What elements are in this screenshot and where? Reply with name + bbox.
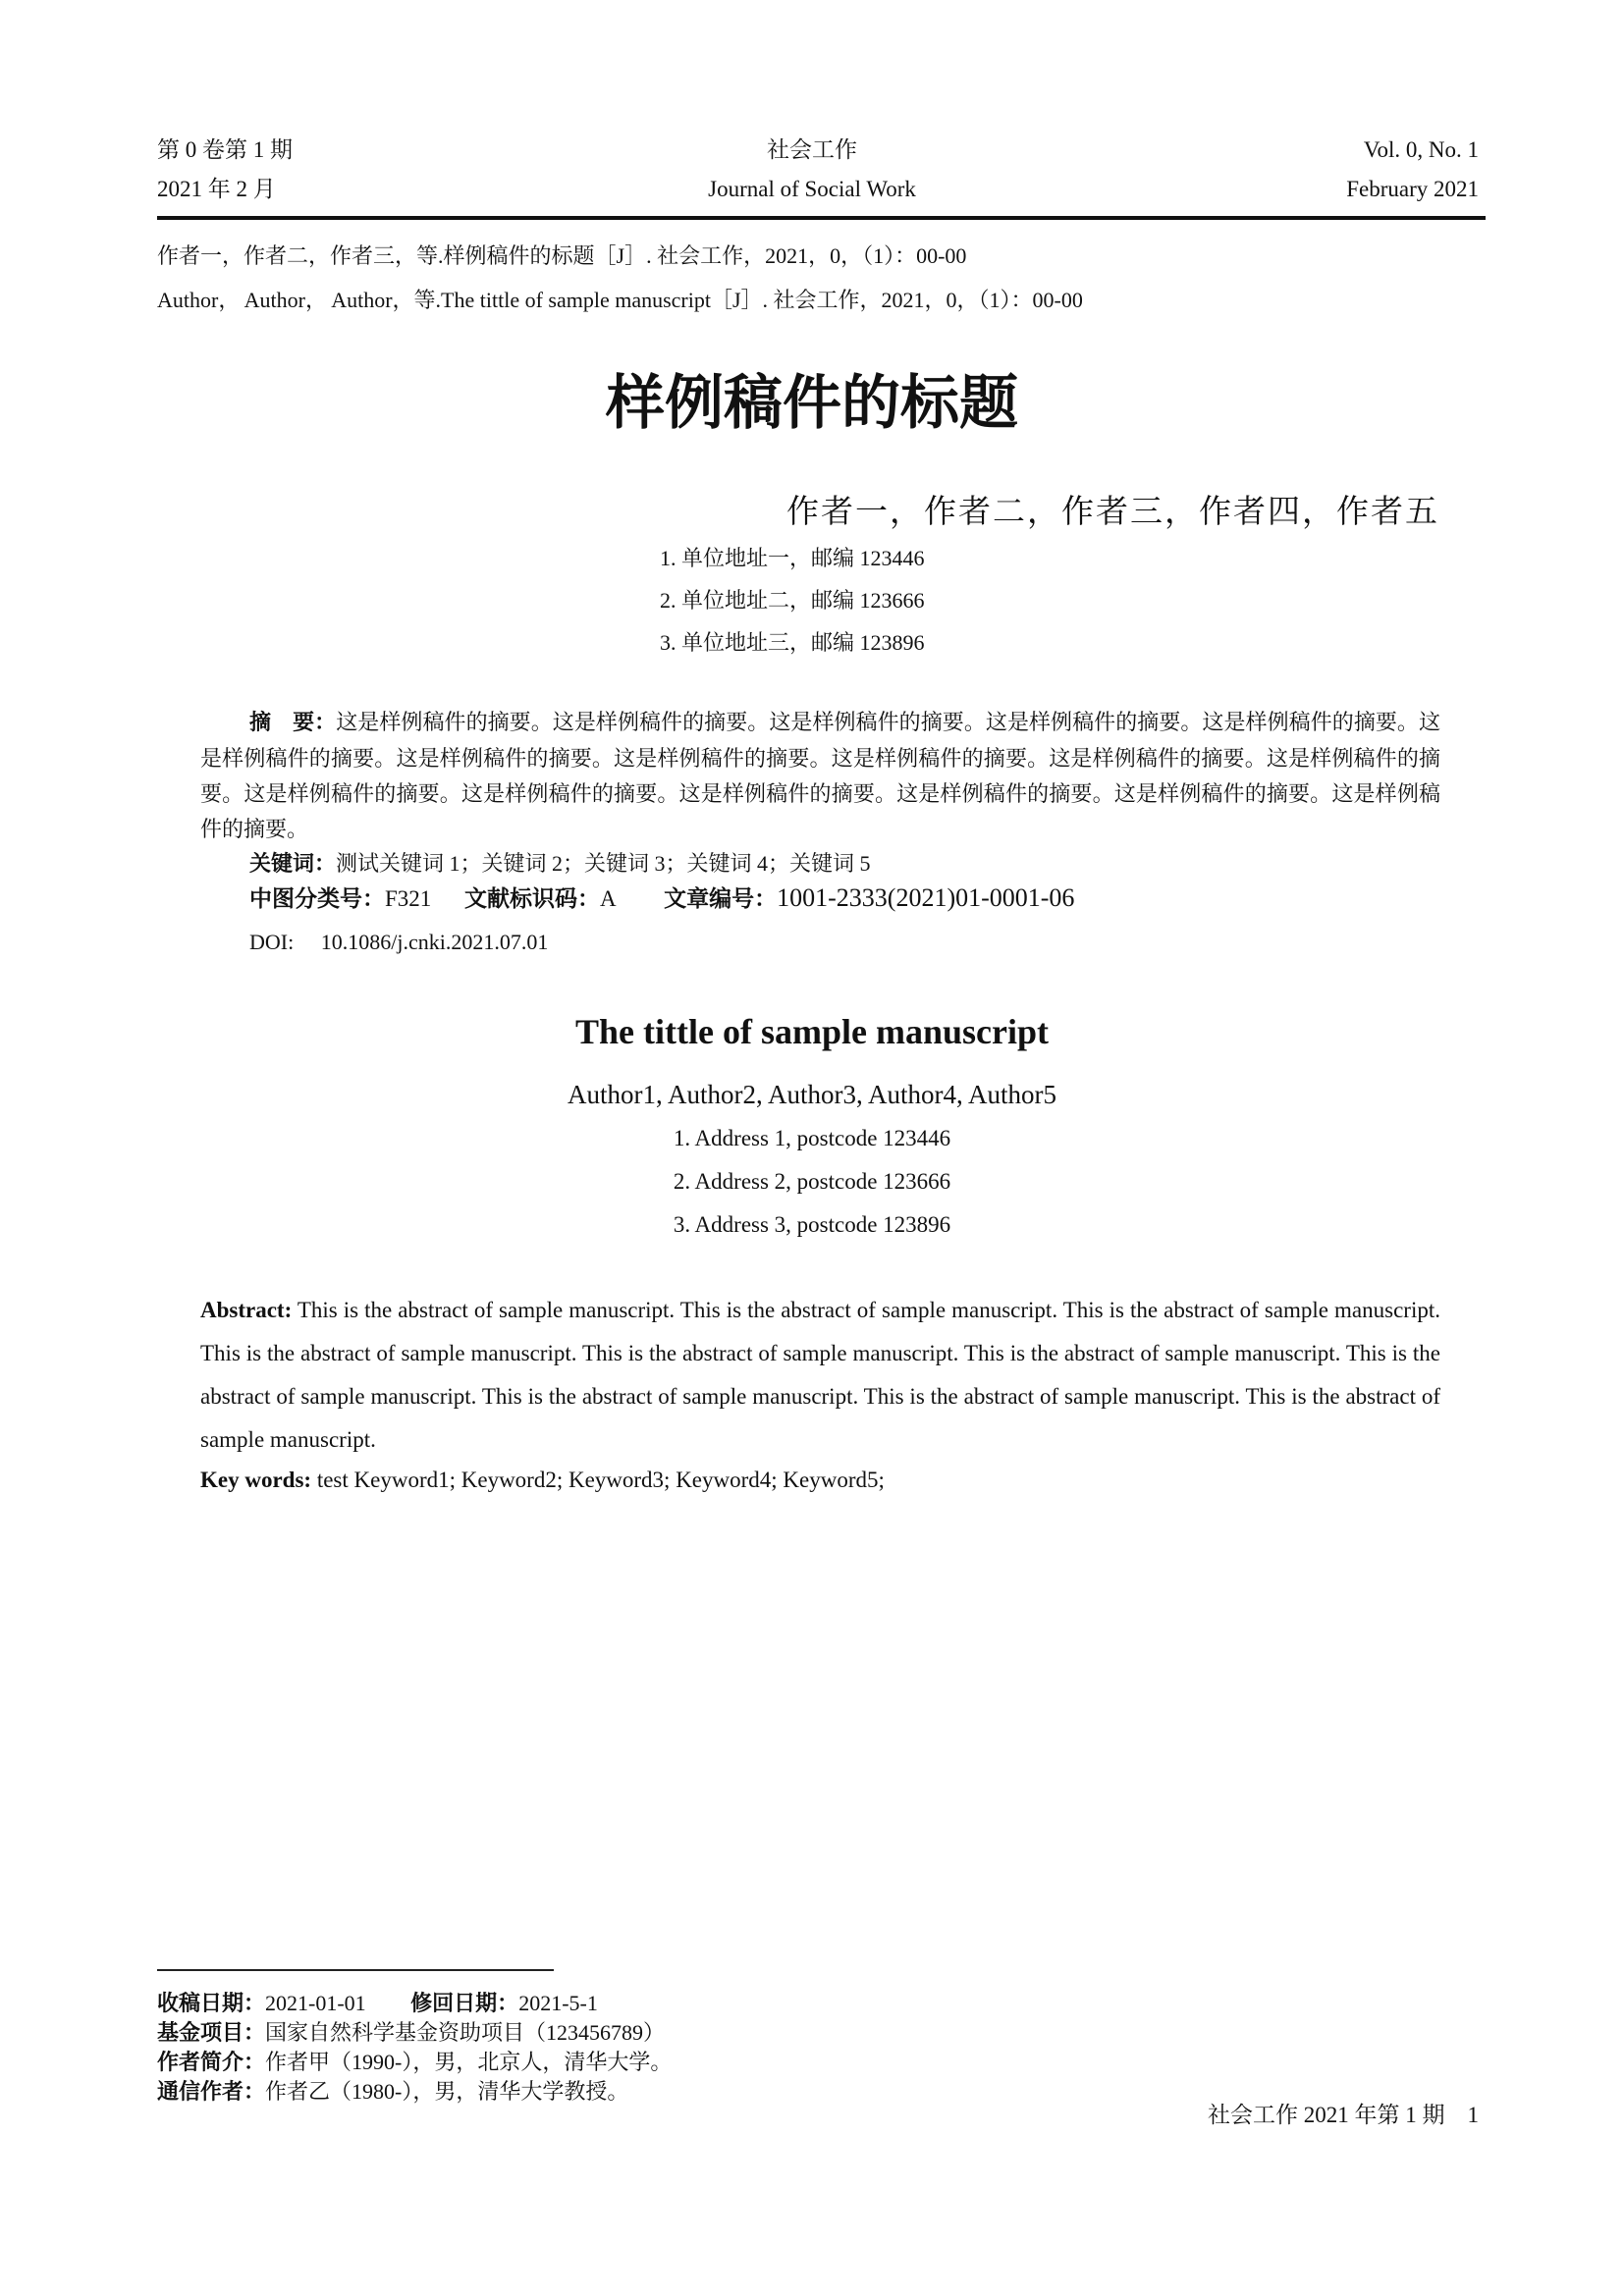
doi-line xyxy=(249,927,548,958)
abstract-en xyxy=(200,1289,1440,1462)
abstract-cn xyxy=(200,705,1440,847)
bio-value: 作者甲（1990-），男，北京人，清华大学。 xyxy=(265,2050,673,2074)
footnote-fund xyxy=(157,2018,665,2049)
article-no-value: 1001-2333(2021)01-0001-06 xyxy=(777,883,1075,912)
affiliation-cn-3: 3. 单位地址三，邮编 123896 xyxy=(660,630,925,655)
revised-value: 2021-5-1 xyxy=(518,1991,598,2015)
footnote-rule xyxy=(157,1969,554,1971)
abstract-cn-text: 这是样例稿件的摘要。这是样例稿件的摘要。这是样例稿件的摘要。这是样例稿件的摘要。这是样例稿件的摘要。这是样例稿件的摘要。这是样例稿件的摘要。这是样例稿件的摘要。这是样例稿件的摘要。这是样例稿件的摘要。这是样例稿件的摘要。这是样例稿件的摘要。这是样例稿件的摘要。这是样例稿件的摘要。这是样例稿件的摘要。这是样例稿件的摘要。这是样例稿件的摘要。 xyxy=(200,710,1440,841)
doc-code-value: A xyxy=(600,886,616,911)
header-rule xyxy=(157,216,1486,220)
citation-en: Author， Author， Author，等.The tittle of sample manuscript［J］. 社会工作，2021，0，（1）：00-00 xyxy=(157,288,1083,312)
header-journal-cn: 社会工作 xyxy=(767,137,857,162)
authors-en: Author1, Author2, Author3, Author4, Author5 xyxy=(568,1080,1056,1109)
authors-cn: 作者一，作者二，作者三，作者四，作者五 xyxy=(786,495,1439,530)
received-label: 收稿日期： xyxy=(157,1992,266,2016)
doi-label: DOI: xyxy=(249,930,295,954)
fund-value: 国家自然科学基金资助项目（123456789） xyxy=(265,2020,666,2045)
title-en: The tittle of sample manuscript xyxy=(575,1012,1049,1051)
corr-label: 通信作者： xyxy=(157,2080,266,2105)
affiliation-en-2: 2. Address 2, postcode 123666 xyxy=(673,1169,951,1194)
clc-value: F321 xyxy=(385,886,432,911)
header-journal-en: Journal of Social Work xyxy=(708,177,916,201)
footnote-bio xyxy=(157,2048,672,2078)
keywords-en xyxy=(200,1463,885,1498)
footnote-dates xyxy=(157,1989,598,2019)
classification-line xyxy=(249,882,1074,915)
doi-value: 10.1086/j.cnki.2021.07.01 xyxy=(320,930,549,954)
affiliation-en-1: 1. Address 1, postcode 123446 xyxy=(673,1126,951,1150)
clc-label: 中图分类号： xyxy=(249,886,385,912)
abstract-en-text: This is the abstract of sample manuscript. This is the abstract of sample manuscript. This is the abstract of sample manuscript. This is the abstract of sample manuscript. This is the abstract of sample manuscript. This is the abstract of sample manuscript. This is the abstract of sample manuscript. This is the abstract of sample manuscript. This is the abstract of sample manuscript. This is the abstract of sample manuscript. xyxy=(200,1298,1440,1452)
received-value: 2021-01-01 xyxy=(265,1991,366,2015)
header-date-en: February 2021 xyxy=(1346,177,1479,201)
doc-code-label: 文献标识码： xyxy=(464,886,601,912)
header-date-cn: 2021 年 2 月 xyxy=(157,177,276,201)
abstract-en-label: Abstract: xyxy=(200,1298,293,1322)
footnote-correspondence xyxy=(157,2077,628,2108)
header-volume: 第 0 卷第 1 期 xyxy=(157,137,293,162)
title-cn: 样例稿件的标题 xyxy=(606,369,1018,438)
page-footer: 社会工作 2021 年第 1 期 1 xyxy=(1208,2103,1479,2127)
abstract-cn-paragraph xyxy=(200,705,1440,847)
citation-cn: 作者一，作者二，作者三，等.样例稿件的标题［J］. 社会工作，2021，0，（1）：00-00 xyxy=(157,243,967,268)
revised-label: 修回日期： xyxy=(410,1992,519,2016)
bio-label: 作者简介： xyxy=(157,2051,266,2075)
keywords-cn-label: 关键词： xyxy=(249,852,337,877)
keywords-en-text: test Keyword1; Keyword2; Keyword3; Keyword4; Keyword5; xyxy=(311,1468,885,1492)
affiliation-cn-2: 2. 单位地址二，邮编 123666 xyxy=(660,588,925,613)
affiliation-cn-1: 1. 单位地址一，邮编 123446 xyxy=(660,546,925,570)
abstract-cn-label: 摘 要： xyxy=(249,711,337,735)
corr-value: 作者乙（1980-），男，清华大学教授。 xyxy=(265,2079,629,2104)
header-vol-en: Vol. 0, No. 1 xyxy=(1363,137,1479,162)
keywords-cn xyxy=(249,848,871,881)
article-no-label: 文章编号： xyxy=(664,886,778,912)
affiliation-en-3: 3. Address 3, postcode 123896 xyxy=(673,1212,951,1237)
fund-label: 基金项目： xyxy=(157,2021,266,2046)
keywords-cn-text: 测试关键词 1；关键词 2；关键词 3；关键词 4；关键词 5 xyxy=(336,851,871,876)
keywords-en-label: Key words: xyxy=(200,1468,312,1492)
